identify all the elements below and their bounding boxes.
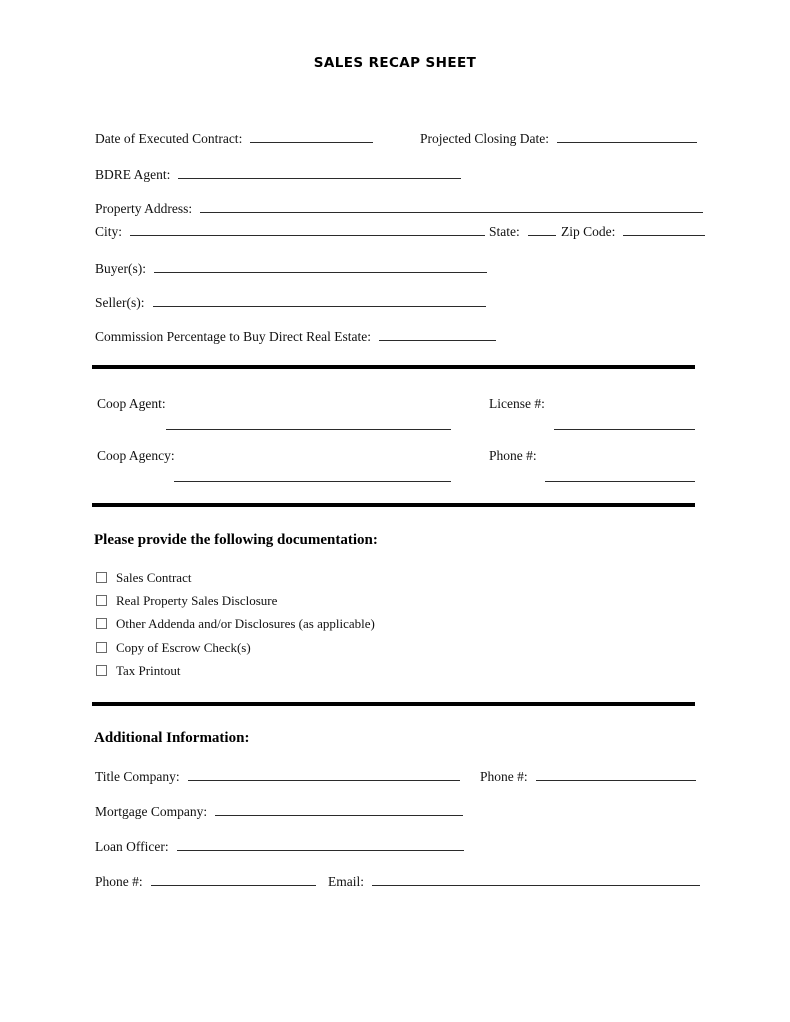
- property-address-label: Property Address:: [95, 201, 193, 216]
- field-projected-closing-date: [420, 129, 697, 147]
- projected-closing-date-input[interactable]: [557, 129, 697, 143]
- field-email: [328, 872, 700, 890]
- state-label: State:: [489, 224, 520, 239]
- commission-percentage-label: Commission Percentage to Buy Direct Real Estate:: [95, 329, 371, 344]
- email-label: Email:: [328, 874, 364, 889]
- coop-agency-label: Coop Agency:: [97, 448, 175, 463]
- field-coop-phone-number: [489, 448, 537, 464]
- date-of-executed-contract-label: Date of Executed Contract:: [95, 131, 243, 146]
- checkbox-sales-contract[interactable]: [96, 572, 107, 583]
- list-item-label: Real Property Sales Disclosure: [116, 593, 278, 608]
- zip-code-label: Zip Code:: [561, 224, 616, 239]
- section-divider-2: [92, 503, 695, 507]
- field-date-of-executed-contract: [95, 129, 373, 147]
- field-additional-phone-number: [480, 767, 696, 785]
- list-item-label: Other Addenda and/or Disclosures (as applicable): [116, 616, 375, 631]
- field-loan-officer: [95, 837, 464, 855]
- license-number-input[interactable]: [554, 429, 695, 430]
- date-of-executed-contract-input[interactable]: [250, 129, 373, 143]
- property-address-input[interactable]: [200, 199, 703, 213]
- coop-agency-input[interactable]: [174, 481, 451, 482]
- field-title-company: [95, 767, 460, 785]
- field-city: [95, 222, 485, 240]
- section-divider-3: [92, 702, 695, 706]
- license-number-label: License #:: [489, 396, 545, 411]
- list-item[interactable]: [96, 641, 251, 654]
- sellers-input[interactable]: [153, 293, 486, 307]
- checkbox-tax-printout[interactable]: [96, 665, 107, 676]
- field-mortgage-company: [95, 802, 463, 820]
- mortgage-company-label: Mortgage Company:: [95, 804, 208, 819]
- coop-phone-number-input[interactable]: [545, 481, 695, 482]
- checkbox-other-addenda-disclosures[interactable]: [96, 618, 107, 629]
- list-item[interactable]: [96, 617, 375, 630]
- field-zip-code: [561, 222, 705, 240]
- field-sellers: [95, 293, 486, 311]
- coop-phone-number-label: Phone #:: [489, 448, 537, 463]
- email-input[interactable]: [372, 872, 700, 886]
- checkbox-copy-of-escrow-check[interactable]: [96, 642, 107, 653]
- section-divider-1: [92, 365, 695, 369]
- additional-phone-number-input[interactable]: [536, 767, 696, 781]
- loan-officer-label: Loan Officer:: [95, 839, 169, 854]
- list-item[interactable]: [96, 664, 180, 677]
- list-item-label: Copy of Escrow Check(s): [116, 640, 251, 655]
- buyers-label: Buyer(s):: [95, 261, 146, 276]
- list-item[interactable]: [96, 571, 191, 584]
- bdre-agent-label: BDRE Agent:: [95, 167, 171, 182]
- state-input[interactable]: [528, 222, 556, 236]
- list-item-label: Tax Printout: [116, 663, 181, 678]
- field-state: [489, 222, 556, 240]
- field-coop-agent: [97, 396, 166, 412]
- field-property-address: [95, 199, 703, 217]
- bottom-phone-number-label: Phone #:: [95, 874, 143, 889]
- field-bottom-phone-number: [95, 872, 316, 890]
- city-label: City:: [95, 224, 123, 239]
- coop-agent-label: Coop Agent:: [97, 396, 166, 411]
- additional-information-heading: Additional Information:: [94, 730, 250, 746]
- field-license-number: [489, 396, 545, 412]
- city-input[interactable]: [130, 222, 485, 236]
- loan-officer-input[interactable]: [177, 837, 464, 851]
- field-bdre-agent: [95, 165, 461, 183]
- additional-phone-number-label: Phone #:: [480, 769, 528, 784]
- bottom-phone-number-input[interactable]: [151, 872, 316, 886]
- checkbox-real-property-sales-disclosure[interactable]: [96, 595, 107, 606]
- field-buyers: [95, 259, 487, 277]
- list-item[interactable]: [96, 594, 277, 607]
- list-item-label: Sales Contract: [116, 570, 192, 585]
- zip-code-input[interactable]: [623, 222, 705, 236]
- bdre-agent-input[interactable]: [178, 165, 461, 179]
- field-commission-percentage: [95, 327, 496, 345]
- coop-agent-input[interactable]: [166, 429, 451, 430]
- buyers-input[interactable]: [154, 259, 487, 273]
- title-company-input[interactable]: [188, 767, 460, 781]
- page-title: SALES RECAP SHEET: [313, 55, 477, 71]
- sellers-label: Seller(s):: [95, 295, 145, 310]
- mortgage-company-input[interactable]: [215, 802, 463, 816]
- commission-percentage-input[interactable]: [379, 327, 496, 341]
- field-coop-agency: [97, 448, 175, 464]
- documentation-heading: Please provide the following documentation:: [94, 532, 378, 548]
- title-company-label: Title Company:: [95, 769, 180, 784]
- projected-closing-date-label: Projected Closing Date:: [420, 131, 549, 146]
